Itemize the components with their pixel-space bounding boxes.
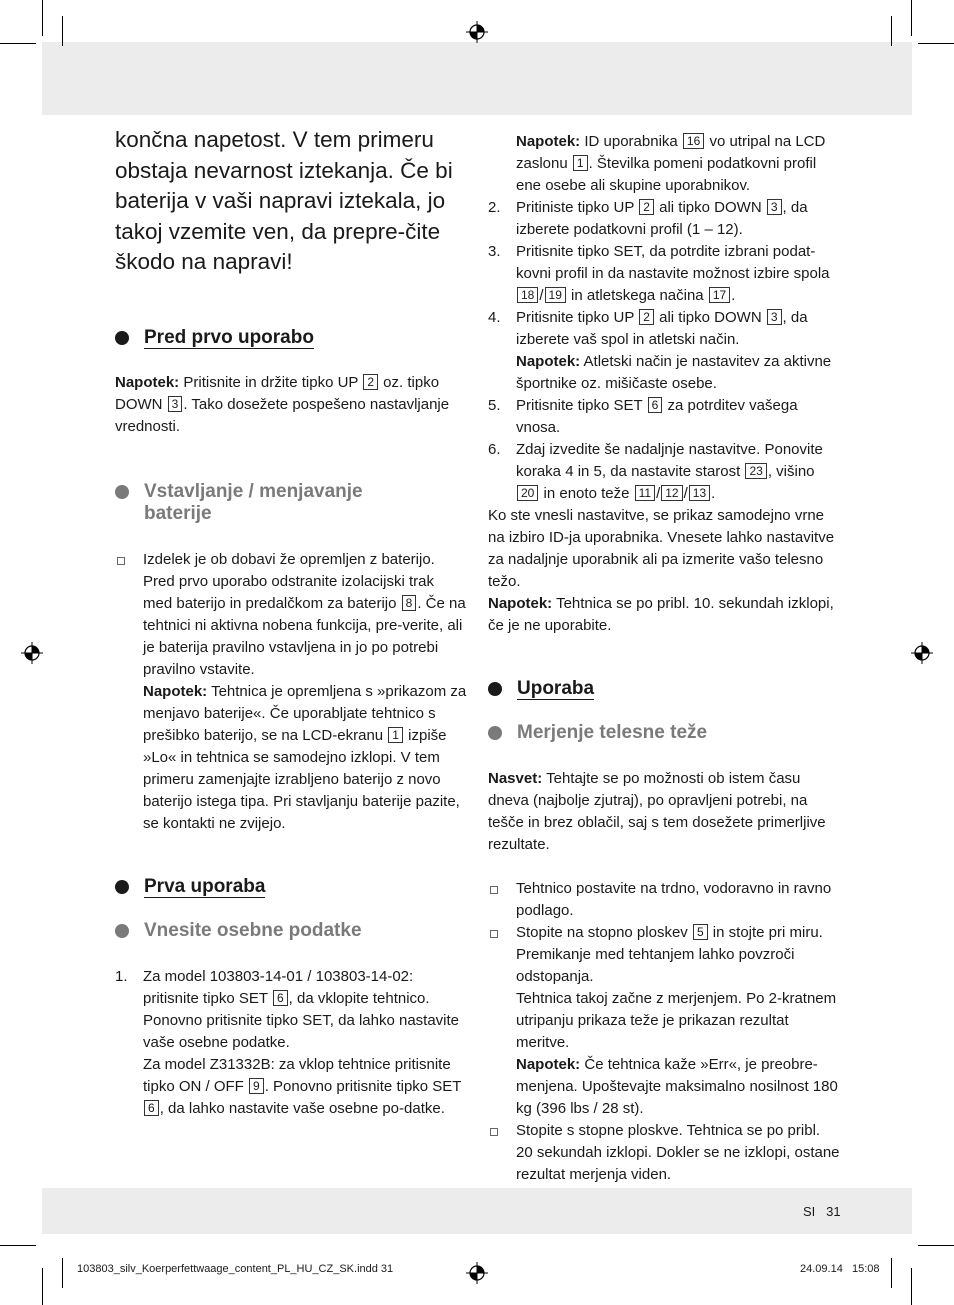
part-number-box: 8 xyxy=(402,595,417,611)
part-number-box: 1 xyxy=(573,155,588,171)
footer-band xyxy=(42,1188,912,1234)
subsection-heading: Merjenje telesne teže xyxy=(488,722,840,744)
part-number-box: 6 xyxy=(144,1100,159,1116)
part-number-box: 11 xyxy=(635,485,655,501)
section-baterije xyxy=(115,481,467,835)
part-number-box: 6 xyxy=(648,397,663,413)
section-prva-uporaba xyxy=(115,876,467,1120)
list-item: 5. Pritisnite tipko SET 6 za potrditev vašega vnosa. xyxy=(488,397,798,436)
page-number: SI 31 xyxy=(803,1204,841,1219)
part-number-box: 2 xyxy=(639,199,654,215)
part-number-box: 5 xyxy=(693,924,708,940)
crop-mark xyxy=(62,1258,63,1288)
section-heading: Vstavljanje / menjavanje baterije xyxy=(115,481,467,525)
footer-timestamp: 24.09.14 15:08 xyxy=(800,1263,880,1275)
list-item: 4. Pritisnite tipko UP 2 ali tipko DOWN 3 , da izberete vaš spol in atletski način. Napotek: Atletski način je nastavitev za aktivne športnike oz. mišičaste osebe. xyxy=(488,309,832,392)
header-band xyxy=(42,42,912,115)
part-number-box: 23 xyxy=(745,463,766,479)
list-item: 1. Za model 103803-14-01 / 103803-14-02: pritisnite tipko SET 6 , da vklopite tehtnico. Ponovno pritisnite tipko SET, da lahko nastavite vaše osebne podatke. Za model Z31332B: za vklop tehtnice pritisnite tipko ON / OFF 9 . Ponovno pritisnite tipko SET 6 , da lahko nastavite vaše osebne po-datke. xyxy=(115,968,462,1117)
bullet-dot-icon xyxy=(115,924,129,938)
crop-mark xyxy=(0,43,36,44)
list-item: Izdelek je ob dobavi že opremljen z baterijo. Pred prvo uporabo odstranite izolacijski trak med baterijo in predalčkom za baterijo 8 . Če na tehtnici ni aktivna nobena funkcija, pre-verite, ali je baterija pravilno vstavljena in jo po potrebi pravilno vstavite. Napotek: Tehtnica je opremljena s »prikazom za menjavo baterije«. Če uporabljate tehtnico s prešibko baterijo, se na LCD-ekranu 1 izpiše »Lo« in tehtnica se samodejno izklopi. V tem primeru zamenjajte izrabljeno baterijo z novo baterijo istega tipa. Pri stavljanju baterije pazite, se kontakti ne zvijejo. xyxy=(115,549,467,835)
crop-mark xyxy=(911,1268,912,1305)
checkbox-bullet-icon xyxy=(490,886,498,894)
section-heading: Prva uporaba xyxy=(115,876,467,898)
crop-mark xyxy=(911,0,912,36)
checkbox-bullet-icon xyxy=(117,557,125,565)
list-item: 6. Zdaj izvedite še nadaljnje nastavitve. Ponovite koraka 4 in 5, da nastavite starost 23 , višino 20 in enoto teže 11 / 12 / 13 . xyxy=(488,441,823,502)
part-number-box: 16 xyxy=(683,133,704,149)
section-heading: Pred prvo uporabo xyxy=(115,327,467,349)
section-uporaba xyxy=(488,678,840,1186)
part-number-box: 20 xyxy=(517,485,538,501)
steps-list xyxy=(488,131,840,505)
list-item: 3. Pritisnite tipko SET, da potrdite izbrani podat-kovni profil in da nastavite možnost izbire spola 18 / 19 in atletskega načina 17 . xyxy=(488,243,830,304)
part-number-box: 3 xyxy=(168,396,183,412)
list-item: 2. Pritiniste tipko UP 2 ali tipko DOWN 3 , da izberete podatkovni profil (1 – 12). xyxy=(488,199,808,238)
part-number-box: 3 xyxy=(767,309,782,325)
list-item: Stopite s stopne ploskve. Tehtnica se po pribl. 20 sekundah izklopi. Dokler se ne izklopi, ostane rezultat merjenja viden. xyxy=(488,1120,840,1186)
crop-mark xyxy=(42,1268,43,1305)
tip-paragraph: Nasvet: Tehtajte se po možnosti ob istem času dneva (najbolje zjutraj), po opravljeni potrebi, na tešče in brez oblačil, saj s tem dosežete primerljive rezultate. xyxy=(488,770,826,853)
list-item: Napotek: ID uporabnika 16 vo utripal na LCD zaslonu 1 . Številka pomeni podatkovni profil ene osebe ali skupine uporabnikov. xyxy=(516,133,826,194)
checkbox-bullet-icon xyxy=(490,1128,498,1136)
crop-mark xyxy=(62,16,63,46)
registration-mark-icon xyxy=(911,642,933,664)
list-item: Stopite na stopno ploskev 5 in stojte pri miru. Premikanje med tehtanjem lahko povzroči odstopanja. Tehtnica takoj začne z merjenjem. Po 2-kratnem utripanju prikaza teže je prikazan rezultat meritve. Napotek: Če tehtnica kaže »Err«, je preobre-menjena. Upoštevajte maksimalno nosilnost 180 kg (396 lbs / 28 st). xyxy=(488,922,840,1120)
part-number-box: 13 xyxy=(689,485,710,501)
list-item: Tehtnico postavite na trdno, vodoravno in ravno podlago. xyxy=(488,878,840,922)
crop-mark xyxy=(918,1245,954,1246)
part-number-box: 2 xyxy=(639,309,654,325)
part-number-box: 6 xyxy=(273,990,288,1006)
bullet-dot-icon xyxy=(488,682,502,696)
part-number-box: 17 xyxy=(709,287,730,303)
bullet-dot-icon xyxy=(115,880,129,894)
part-number-box: 18 xyxy=(517,287,538,303)
registration-mark-icon xyxy=(21,642,43,664)
crop-mark xyxy=(891,16,892,46)
part-number-box: 12 xyxy=(661,485,682,501)
bullet-dot-icon xyxy=(115,485,129,499)
crop-mark xyxy=(918,43,954,44)
registration-mark-icon xyxy=(466,21,488,43)
part-number-box: 1 xyxy=(388,727,403,743)
section-pred-prvo-uporabo xyxy=(115,327,467,438)
crop-mark xyxy=(42,0,43,36)
part-number-box: 2 xyxy=(363,374,378,390)
bullet-dot-icon xyxy=(115,331,129,345)
checkbox-bullet-icon xyxy=(490,930,498,938)
crop-mark xyxy=(0,1245,36,1246)
part-number-box: 3 xyxy=(767,199,782,215)
note-paragraph: Napotek: Pritisnite in držite tipko UP 2 oz. tipko DOWN 3 . Tako dosežete pospešeno nastavljanje vrednosti. xyxy=(115,374,450,435)
subsection-heading: Vnesite osebne podatke xyxy=(115,920,467,942)
crop-mark xyxy=(891,1258,892,1288)
settings-paragraph: Ko ste vnesli nastavitve, se prikaz samodejno vrne na izbiro ID-ja uporabnika. Vnesete lahko nastavitve za nadaljnje uporabnik ali pa izmerite vašo telesno težo. Napotek: Tehtnica se po pribl. 10. sekundah izklopi, če je ne uporabite. xyxy=(488,507,835,634)
intro-paragraph: končna napetost. V tem primeru obstaja nevarnost iztekanja. Če bi baterija v vaši napravi iztekala, jo takoj vzemite ven, da prepre-čite škodo na napravi! xyxy=(115,127,453,274)
part-number-box: 19 xyxy=(545,287,566,303)
registration-mark-icon xyxy=(466,1262,488,1284)
part-number-box: 9 xyxy=(249,1078,264,1094)
footer-filename: 103803_silv_Koerperfettwaage_content_PL_HU_CZ_SK.indd 31 xyxy=(77,1263,394,1275)
section-heading: Uporaba xyxy=(488,678,840,700)
bullet-dot-icon xyxy=(488,726,502,740)
